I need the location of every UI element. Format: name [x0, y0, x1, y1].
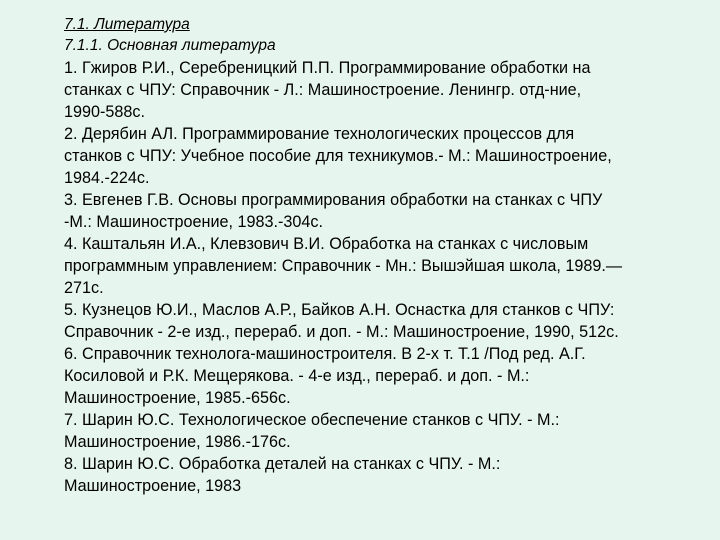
reference-line: станках с ЧПУ: Справочник - Л.: Машиностроение. Ленингр. отд-ние, — [64, 81, 582, 99]
reference-line: 7. Шарин Ю.С. Технологическое обеспечение станков с ЧПУ. - М.: — [64, 411, 560, 429]
reference-line: 1984.-224с. — [64, 169, 150, 187]
reference-item-7 — [64, 409, 704, 453]
reference-line: 8. Шарин Ю.С. Обработка деталей на станках с ЧПУ. - М.: — [64, 455, 501, 473]
reference-line: -М.: Машиностроение, 1983.-304с. — [64, 213, 324, 231]
reference-item-5 — [64, 299, 704, 343]
reference-item-4 — [64, 233, 704, 299]
reference-line: 3. Евгенев Г.В. Основы программирования обработки на станках с ЧПУ — [64, 191, 603, 209]
reference-item-3 — [64, 189, 704, 233]
reference-item-1 — [64, 57, 704, 123]
reference-line: 1990-588с. — [64, 103, 146, 121]
reference-line: 271с. — [64, 279, 104, 297]
reference-line: станков с ЧПУ: Учебное пособие для техникумов.- М.: Машиностроение, — [64, 147, 612, 165]
reference-item-2 — [64, 123, 704, 189]
reference-line: 2. Дерябин АЛ. Программирование технологических процессов для — [64, 125, 575, 143]
reference-line: Машиностроение, 1986.-176с. — [64, 433, 291, 451]
reference-item-8 — [64, 453, 704, 497]
section-title: 7.1. Литература — [64, 16, 190, 33]
reference-line: 6. Справочник технолога-машиностроителя. В 2-х т. Т.1 /Под ред. А.Г. — [64, 345, 586, 363]
reference-line: Справочник - 2-е изд., перераб. и доп. - М.: Машиностроение, 1990, 512с. — [64, 323, 619, 341]
reference-list — [64, 57, 704, 497]
reference-line: Косиловой и Р.К. Мещерякова. - 4-е изд., перераб. и доп. - М.: — [64, 367, 530, 385]
reference-line: Машиностроение, 1983 — [64, 477, 242, 495]
reference-line: 5. Кузнецов Ю.И., Маслов А.Р., Байков А.Н. Оснастка для станков с ЧПУ: — [64, 301, 615, 319]
content-area — [64, 14, 704, 497]
reference-line: Машиностроение, 1985.-656с. — [64, 389, 291, 407]
subsection-title: 7.1.1. Основная литература — [64, 37, 276, 54]
reference-item-6 — [64, 343, 704, 409]
reference-line: программным управлением: Справочник - Мн.: Вышэйшая школа, 1989.— — [64, 257, 623, 275]
reference-line: 4. Каштальян И.А., Клевзович В.И. Обработка на станках с числовым — [64, 235, 589, 253]
reference-line: 1. Гжиров Р.И., Серебреницкий П.П. Программирование обработки на — [64, 59, 591, 77]
